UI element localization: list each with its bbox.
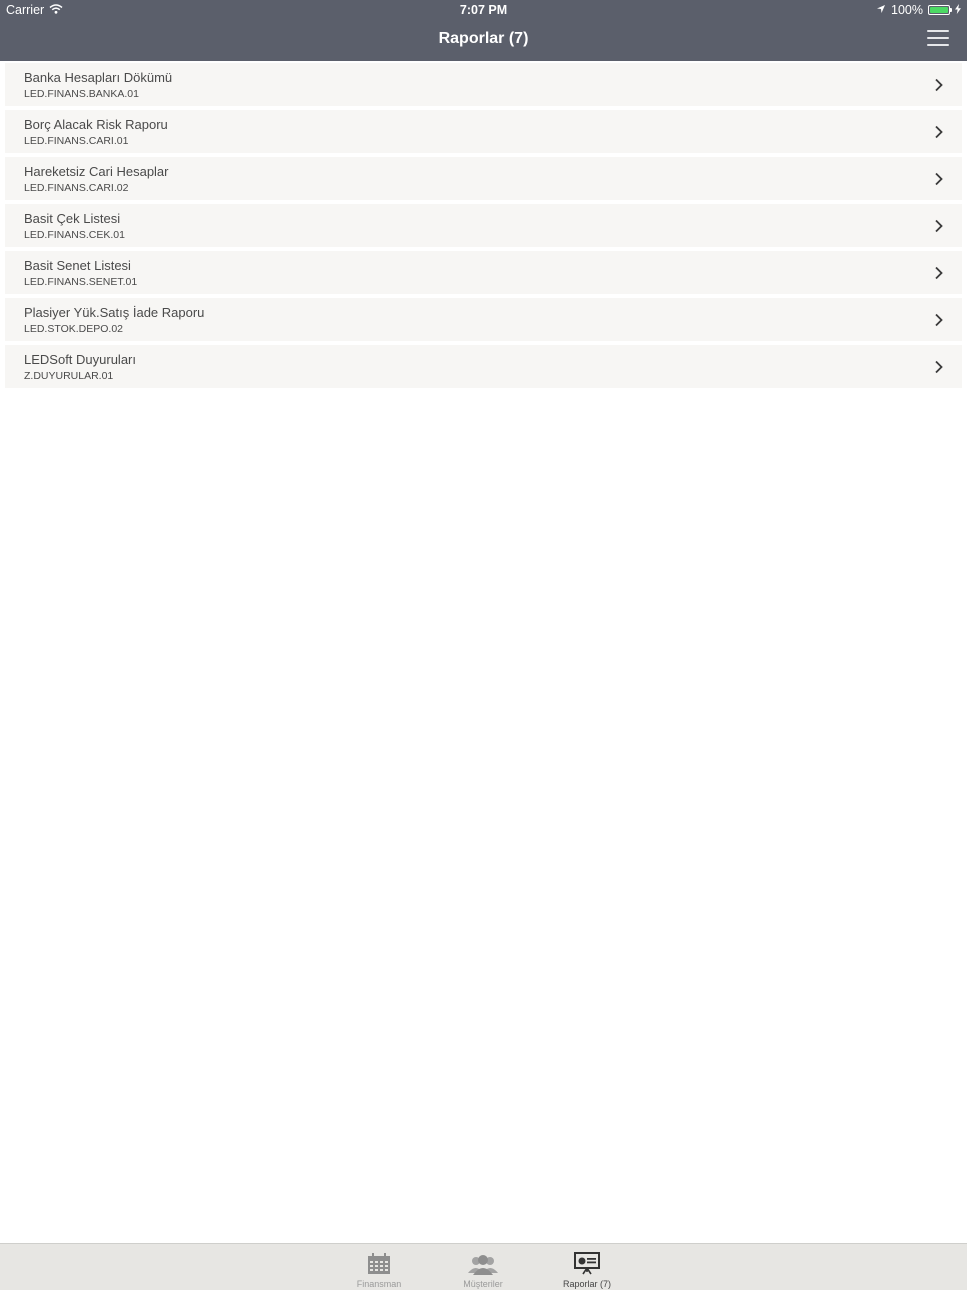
chevron-right-icon bbox=[933, 125, 945, 139]
report-list-item[interactable] bbox=[5, 251, 962, 294]
report-title: Hareketsiz Cari Hesaplar bbox=[24, 164, 169, 179]
tab-bar bbox=[0, 1243, 967, 1290]
status-time: 7:07 PM bbox=[459, 3, 508, 17]
calendar-icon bbox=[329, 1247, 429, 1275]
report-list-item[interactable] bbox=[5, 63, 962, 106]
report-code: LED.FINANS.BANKA.01 bbox=[24, 88, 139, 100]
hamburger-menu-icon[interactable] bbox=[927, 30, 949, 48]
report-title: Borç Alacak Risk Raporu bbox=[24, 117, 168, 132]
chevron-right-icon bbox=[933, 266, 945, 280]
tab-raporlar[interactable] bbox=[537, 1247, 637, 1289]
status-right bbox=[876, 3, 961, 17]
page-title: Raporlar (7) bbox=[438, 30, 529, 47]
charging-bolt-icon bbox=[955, 3, 961, 17]
report-list-item[interactable] bbox=[5, 110, 962, 153]
tab-label: Raporlar (7) bbox=[562, 1279, 611, 1289]
battery-icon bbox=[928, 5, 950, 15]
location-arrow-icon bbox=[876, 3, 886, 17]
presentation-board-icon bbox=[537, 1247, 637, 1275]
tab-finansman[interactable] bbox=[329, 1247, 429, 1289]
chevron-right-icon bbox=[933, 78, 945, 92]
report-code: LED.STOK.DEPO.02 bbox=[24, 323, 124, 335]
battery-percent: 100% bbox=[891, 3, 923, 17]
report-title: Banka Hesapları Dökümü bbox=[24, 70, 173, 85]
report-code: Z.DUYURULAR.01 bbox=[24, 370, 114, 382]
chevron-right-icon bbox=[933, 313, 945, 327]
report-list-item[interactable] bbox=[5, 204, 962, 247]
report-code: LED.FINANS.SENET.01 bbox=[24, 276, 138, 288]
chevron-right-icon bbox=[933, 219, 945, 233]
report-title: Plasiyer Yük.Satış İade Raporu bbox=[24, 305, 205, 320]
carrier-label: Carrier bbox=[6, 3, 45, 17]
report-list-item[interactable] bbox=[5, 345, 962, 388]
report-title: Basit Çek Listesi bbox=[24, 211, 121, 226]
report-code: LED.FINANS.CARI.01 bbox=[24, 135, 129, 147]
tab-label: Müşteriler bbox=[463, 1279, 503, 1289]
chevron-right-icon bbox=[933, 360, 945, 374]
report-list-item[interactable] bbox=[5, 157, 962, 200]
report-list bbox=[5, 63, 962, 392]
navigation-bar bbox=[0, 0, 967, 61]
status-bar bbox=[0, 0, 967, 20]
tab-label: Finansman bbox=[356, 1279, 402, 1289]
chevron-right-icon bbox=[933, 172, 945, 186]
report-list-item[interactable] bbox=[5, 298, 962, 341]
report-code: LED.FINANS.CEK.01 bbox=[24, 229, 125, 241]
report-code: LED.FINANS.CARI.02 bbox=[24, 182, 129, 194]
tab-musteriler[interactable] bbox=[433, 1247, 533, 1289]
report-title: Basit Senet Listesi bbox=[24, 258, 131, 273]
report-title: LEDSoft Duyuruları bbox=[24, 352, 136, 367]
users-icon bbox=[433, 1247, 533, 1275]
